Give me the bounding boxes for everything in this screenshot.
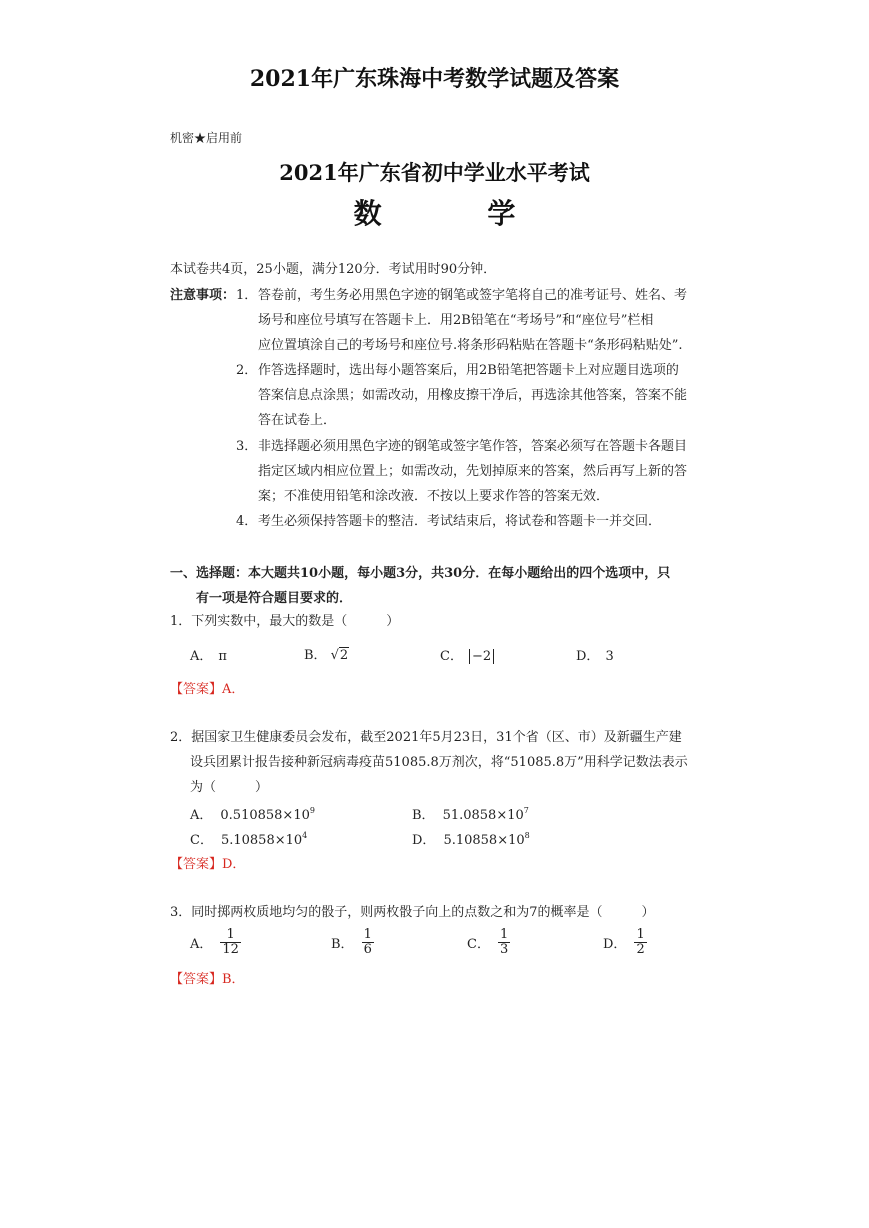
q3-option-b-fraction xyxy=(362,928,374,957)
note-3-number: 3． xyxy=(236,439,258,454)
q2-option-d-base: 5.10858×10 xyxy=(443,833,525,848)
exam-intro: 本试卷共4页，25小题，满分120分．考试用时90分钟． xyxy=(170,262,497,277)
q1-stem: 1．下列实数中，最大的数是（ ） xyxy=(170,614,400,629)
q1-option-a xyxy=(190,645,227,664)
q3-option-a xyxy=(190,928,241,957)
q1-option-b-value: 2 xyxy=(339,648,349,663)
q2-option-d-label: D． xyxy=(412,833,436,848)
document-title: 2021年广东珠海中考数学试题及答案 xyxy=(249,66,620,92)
q2-option-d xyxy=(412,829,530,848)
note-1-number: 1． xyxy=(236,288,258,303)
section-1-heading: 一、选择题：本大题共10小题，每小题3分，共30分．在每小题给出的四个选项中，只 xyxy=(170,566,671,581)
q1-answer: 【答案】A． xyxy=(170,682,245,697)
q2-answer: 【答案】D． xyxy=(170,857,246,872)
q1-option-c-label: C． xyxy=(440,649,463,664)
note-1-line-2: 场号和座位号填写在答题卡上．用2B铅笔在“考场号”和“座位号”栏相 xyxy=(258,313,654,328)
note-1-line-3: 应位置填涂自己的考场号和座位号.将条形码粘贴在答题卡“条形码粘贴处”. xyxy=(258,338,683,353)
q2-stem-line-1: 2．据国家卫生健康委员会发布，截至2021年5月23日，31个省（区、市）及新疆生产建 xyxy=(170,730,682,745)
note-2-number: 2． xyxy=(236,363,258,378)
q3-option-d-numerator: 1 xyxy=(636,927,645,942)
q2-option-c-label: C． xyxy=(190,833,213,848)
q1-option-b xyxy=(304,644,349,663)
q3-stem: 3．同时掷两枚质地均匀的骰子，则两枚骰子向上的点数之和为7的概率是（ ） xyxy=(170,905,655,920)
q3-option-d-denominator: 2 xyxy=(636,942,645,957)
q2-option-b xyxy=(412,804,529,823)
q3-option-a-fraction xyxy=(220,928,241,957)
q2-option-b-base: 51.0858×10 xyxy=(442,808,524,823)
note-2-line-2: 答案信息点涂黑；如需改动，用橡皮擦干净后，再选涂其他答案，答案不能 xyxy=(258,388,688,403)
q2-option-a xyxy=(190,804,315,823)
note-2-line-1: 作答选择题时，选出每小题答案后，用2B铅笔把答题卡上对应题目选项的 xyxy=(258,363,679,378)
sqrt-icon: √ xyxy=(330,648,339,663)
q1-option-b-label: B． xyxy=(304,648,327,663)
q3-option-b-label: B． xyxy=(331,937,354,952)
q1-option-a-value: π xyxy=(218,649,227,664)
q3-option-c-label: C． xyxy=(467,937,490,952)
q2-option-a-label: A． xyxy=(190,808,213,823)
q3-option-b xyxy=(331,928,374,957)
q1-option-d-label: D． xyxy=(576,649,600,664)
q1-option-c-value: −2 xyxy=(469,649,494,664)
subject-title: 数 学 xyxy=(353,197,564,230)
q3-option-a-numerator: 1 xyxy=(226,927,235,942)
q3-option-b-numerator: 1 xyxy=(363,927,372,942)
q3-answer: 【答案】B． xyxy=(170,972,245,987)
q3-option-c xyxy=(467,928,510,957)
section-1-heading-cont: 有一项是符合题目要求的． xyxy=(196,591,353,606)
secret-mark: 机密★启用前 xyxy=(170,131,243,145)
q2-stem-line-2: 设兵团累计报告接种新冠病毒疫苗51085.8万剂次，将“51085.8万”用科学记数法表示 xyxy=(190,755,688,770)
q2-option-b-label: B． xyxy=(412,808,435,823)
note-4-number: 4． xyxy=(236,514,258,529)
q1-option-d-value: 3 xyxy=(605,649,614,664)
q2-stem-line-3: 为（ ） xyxy=(190,780,269,795)
q3-option-d-label: D． xyxy=(603,937,627,952)
q1-option-c xyxy=(440,645,494,664)
q3-option-a-denominator: 12 xyxy=(222,942,239,957)
exam-title: 2021年广东省初中学业水平考试 xyxy=(279,160,590,185)
q1-option-a-label: A． xyxy=(190,649,213,664)
note-1-line-1: 答卷前，考生务必用黑色字迹的钢笔或签字笔将自己的准考证号、姓名、考 xyxy=(258,288,688,303)
q3-option-d xyxy=(603,928,647,957)
q2-option-c-base: 5.10858×10 xyxy=(220,833,303,848)
q3-option-b-denominator: 6 xyxy=(363,942,372,957)
q3-option-c-numerator: 1 xyxy=(499,927,509,942)
q1-option-d xyxy=(576,645,614,664)
q2-option-d-exp: 8 xyxy=(524,831,530,840)
q2-option-c xyxy=(190,829,307,848)
notes-label: 注意事项： xyxy=(170,288,236,303)
q3-option-c-fraction xyxy=(498,928,510,957)
q3-option-d-fraction xyxy=(634,928,646,957)
q3-option-c-denominator: 3 xyxy=(499,942,509,957)
note-3-line-1: 非选择题必须用黑色字迹的钢笔或签字笔作答，答案必须写在答题卡各题目 xyxy=(258,439,688,454)
q3-option-a-label: A． xyxy=(190,937,213,952)
note-3-line-2: 指定区域内相应位置上；如需改动，先划掉原来的答案，然后再写上新的答 xyxy=(258,464,688,479)
q2-option-b-exp: 7 xyxy=(523,806,529,815)
note-4-line-1: 考生必须保持答题卡的整洁．考试结束后，将试卷和答题卡一并交回． xyxy=(258,514,662,529)
note-2-line-3: 答在试卷上． xyxy=(258,413,337,428)
q2-option-a-exp: 9 xyxy=(309,806,315,815)
note-3-line-3: 案；不准使用铅笔和涂改液．不按以上要求作答的答案无效． xyxy=(258,489,610,504)
q2-option-c-exp: 4 xyxy=(302,831,308,840)
q2-option-a-base: 0.510858×10 xyxy=(220,808,310,823)
